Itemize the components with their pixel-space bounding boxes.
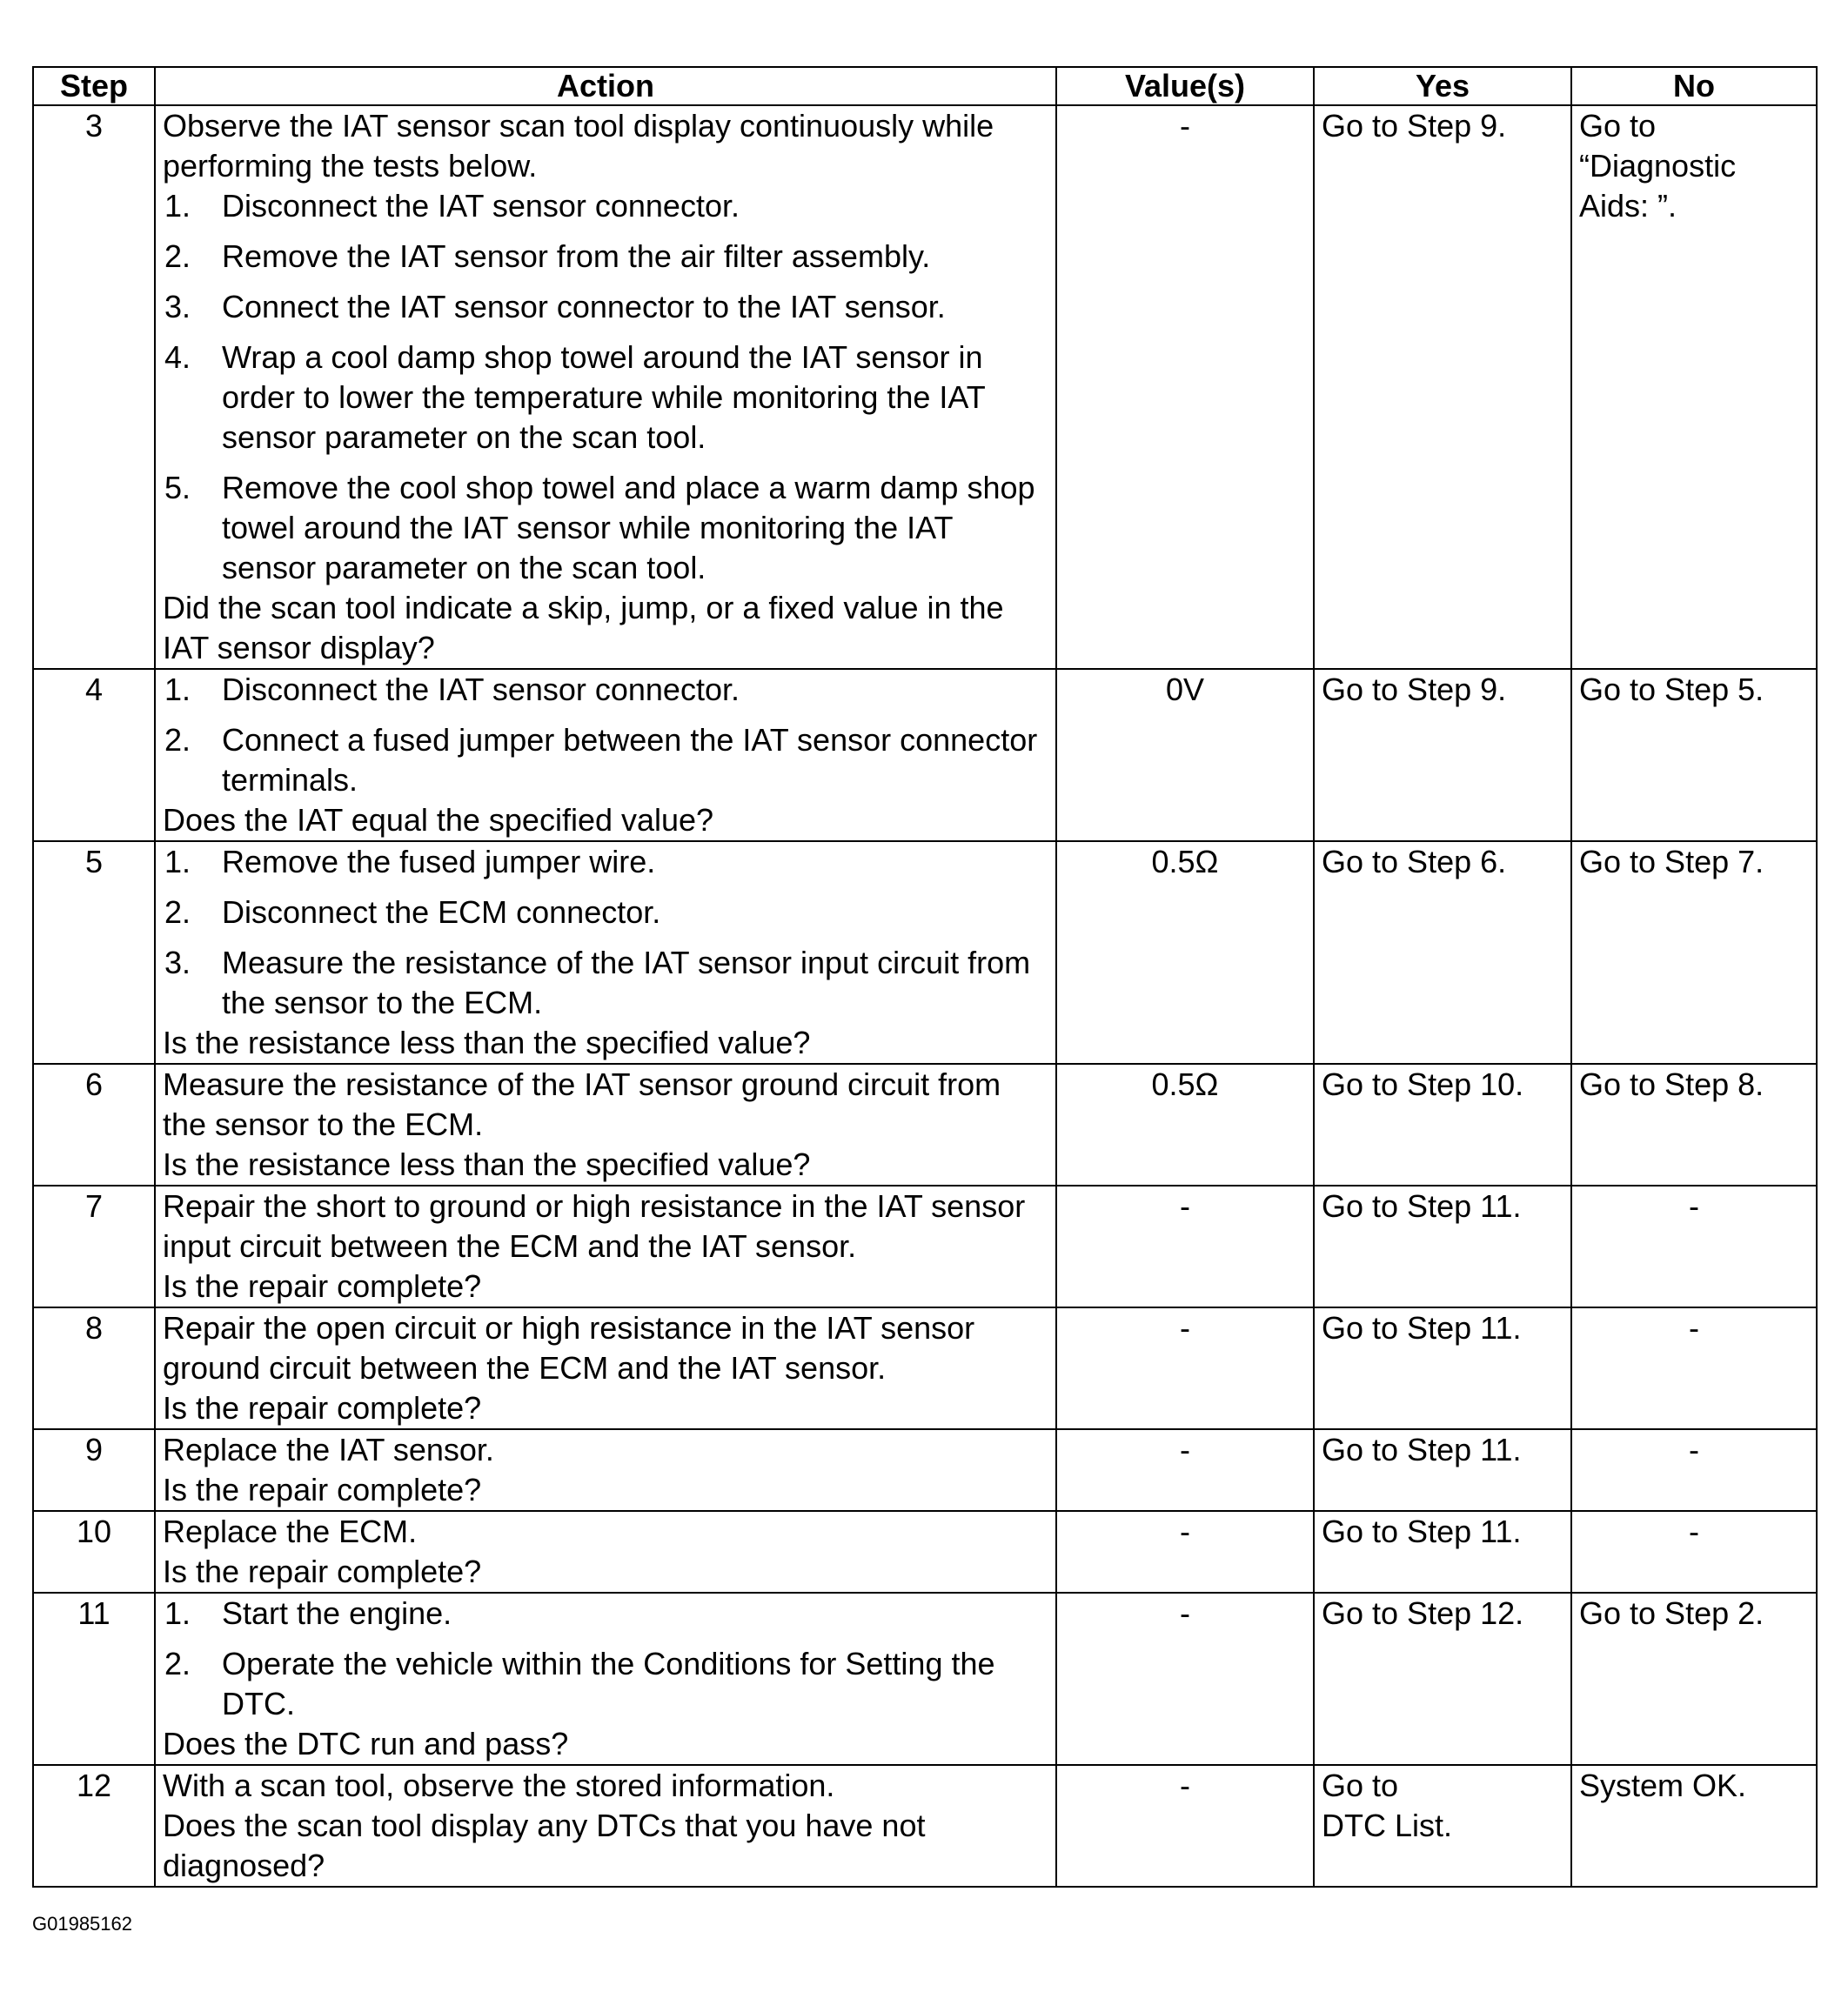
yes-cell bbox=[1314, 669, 1571, 841]
action-step-item bbox=[163, 338, 1048, 458]
step-cell: 3 bbox=[33, 105, 155, 669]
action-step-number: 3. bbox=[164, 289, 191, 324]
table-row bbox=[33, 841, 1817, 1064]
yes-cell bbox=[1314, 1307, 1571, 1429]
action-step-text: Connect a fused jumper between the IAT sensor connector terminals. bbox=[222, 722, 1038, 798]
no-cell: - bbox=[1571, 1307, 1817, 1429]
no-cell: - bbox=[1571, 1186, 1817, 1307]
action-step-text: Remove the fused jumper wire. bbox=[222, 844, 656, 879]
action-step-item bbox=[163, 1594, 1048, 1634]
header-no: No bbox=[1571, 67, 1817, 105]
step-cell: 12 bbox=[33, 1765, 155, 1887]
action-step-list bbox=[163, 1594, 1048, 1724]
table-row bbox=[33, 1593, 1817, 1765]
action-text: Observe the IAT sensor scan tool display continuously while performing the tests below. bbox=[163, 108, 994, 184]
step-cell: 9 bbox=[33, 1429, 155, 1511]
action-step-number: 2. bbox=[164, 238, 191, 274]
action-cell bbox=[155, 1307, 1056, 1429]
action-step-number: 3. bbox=[164, 945, 191, 980]
step-cell: 5 bbox=[33, 841, 155, 1064]
yes-cell bbox=[1314, 1593, 1571, 1765]
yes-text: Go to Step 6. bbox=[1322, 844, 1507, 879]
yes-cell bbox=[1314, 1064, 1571, 1186]
value-cell: - bbox=[1056, 1765, 1314, 1887]
figure-id: G01985162 bbox=[32, 1913, 132, 1935]
yes-text: Go to Step 10. bbox=[1322, 1066, 1524, 1102]
action-cell bbox=[155, 105, 1056, 669]
action-step-number: 1. bbox=[164, 188, 191, 224]
table-header-row bbox=[33, 67, 1817, 105]
value-cell: - bbox=[1056, 1307, 1314, 1429]
table-row bbox=[33, 1765, 1817, 1887]
table-row bbox=[33, 105, 1817, 669]
action-text: Repair the short to ground or high resistance in the IAT sensor input circuit between the ECM and the IAT sensor. bbox=[163, 1188, 1026, 1264]
value-cell: - bbox=[1056, 1593, 1314, 1765]
yes-cell bbox=[1314, 105, 1571, 669]
value-cell: 0.5Ω bbox=[1056, 1064, 1314, 1186]
action-text: With a scan tool, observe the stored information. bbox=[163, 1768, 835, 1803]
action-step-item bbox=[163, 943, 1048, 1023]
action-step-number: 2. bbox=[164, 722, 191, 758]
action-step-text: Start the engine. bbox=[222, 1595, 452, 1631]
action-cell bbox=[155, 1511, 1056, 1593]
action-step-item bbox=[163, 720, 1048, 800]
action-cell bbox=[155, 669, 1056, 841]
table-row bbox=[33, 1429, 1817, 1511]
yes-text: Go to Step 11. bbox=[1322, 1514, 1522, 1549]
action-step-number: 2. bbox=[164, 1646, 191, 1681]
action-step-text: Connect the IAT sensor connector to the IAT sensor. bbox=[222, 289, 946, 324]
yes-text: Go to Step 12. bbox=[1322, 1595, 1524, 1631]
yes-cell bbox=[1314, 1765, 1571, 1887]
no-cell: Go to Step 7. bbox=[1571, 841, 1817, 1064]
step-cell: 6 bbox=[33, 1064, 155, 1186]
table-row bbox=[33, 669, 1817, 841]
value-cell: - bbox=[1056, 1186, 1314, 1307]
table-body bbox=[33, 105, 1817, 1887]
step-cell: 7 bbox=[33, 1186, 155, 1307]
action-text: Is the repair complete? bbox=[163, 1554, 482, 1589]
action-step-text: Wrap a cool damp shop towel around the IAT sensor in order to lower the temperature while monitoring the IAT sensor parameter on the scan tool. bbox=[222, 339, 986, 455]
value-cell: - bbox=[1056, 105, 1314, 669]
action-text: Repair the open circuit or high resistance in the IAT sensor ground circuit between the ECM and the IAT sensor. bbox=[163, 1310, 975, 1386]
header-yes: Yes bbox=[1314, 67, 1571, 105]
action-step-item bbox=[163, 892, 1048, 932]
action-step-number: 1. bbox=[164, 1595, 191, 1631]
action-step-text: Disconnect the IAT sensor connector. bbox=[222, 188, 740, 224]
yes-cell bbox=[1314, 841, 1571, 1064]
action-step-item bbox=[163, 1644, 1048, 1724]
action-step-item bbox=[163, 468, 1048, 588]
yes-text: Go to Step 11. bbox=[1322, 1188, 1522, 1224]
action-question: Does the DTC run and pass? bbox=[163, 1726, 569, 1761]
action-step-text: Operate the vehicle within the Conditions for Setting the DTC. bbox=[222, 1646, 995, 1721]
action-cell bbox=[155, 1429, 1056, 1511]
header-action: Action bbox=[155, 67, 1056, 105]
action-step-number: 2. bbox=[164, 894, 191, 930]
action-text: Measure the resistance of the IAT sensor ground circuit from the sensor to the ECM. bbox=[163, 1066, 1001, 1142]
action-step-item bbox=[163, 670, 1048, 710]
action-step-item bbox=[163, 287, 1048, 327]
action-text: Is the repair complete? bbox=[163, 1390, 482, 1426]
table-row bbox=[33, 1307, 1817, 1429]
action-step-list bbox=[163, 186, 1048, 588]
action-step-number: 1. bbox=[164, 844, 191, 879]
header-values: Value(s) bbox=[1056, 67, 1314, 105]
yes-text: Go to Step 9. bbox=[1322, 672, 1507, 707]
action-text: Is the resistance less than the specified value? bbox=[163, 1146, 811, 1182]
yes-text: Go to DTC List. bbox=[1322, 1768, 1453, 1843]
action-cell bbox=[155, 841, 1056, 1064]
action-step-list bbox=[163, 670, 1048, 800]
header-step: Step bbox=[33, 67, 155, 105]
action-step-number: 1. bbox=[164, 672, 191, 707]
value-cell: - bbox=[1056, 1429, 1314, 1511]
no-cell: - bbox=[1571, 1511, 1817, 1593]
table-row bbox=[33, 1511, 1817, 1593]
yes-text: Go to Step 9. bbox=[1322, 108, 1507, 144]
action-step-text: Remove the cool shop towel and place a warm damp shop towel around the IAT sensor while monitoring the IAT sensor parameter on the scan tool. bbox=[222, 470, 1035, 585]
action-text: Is the repair complete? bbox=[163, 1472, 482, 1507]
action-step-item bbox=[163, 237, 1048, 277]
action-step-number: 4. bbox=[164, 339, 191, 375]
action-question: Is the resistance less than the specified value? bbox=[163, 1025, 811, 1060]
action-question: Does the IAT equal the specified value? bbox=[163, 802, 714, 838]
diagnostic-table bbox=[32, 66, 1818, 1888]
value-cell: 0.5Ω bbox=[1056, 841, 1314, 1064]
table-row bbox=[33, 1064, 1817, 1186]
action-text: Replace the IAT sensor. bbox=[163, 1432, 494, 1467]
step-cell: 4 bbox=[33, 669, 155, 841]
action-cell bbox=[155, 1593, 1056, 1765]
action-cell bbox=[155, 1064, 1056, 1186]
action-step-item bbox=[163, 842, 1048, 882]
table-row bbox=[33, 1186, 1817, 1307]
step-cell: 11 bbox=[33, 1593, 155, 1765]
no-cell: Go to Step 2. bbox=[1571, 1593, 1817, 1765]
yes-cell bbox=[1314, 1511, 1571, 1593]
no-cell: Go to Step 5. bbox=[1571, 669, 1817, 841]
action-step-text: Disconnect the ECM connector. bbox=[222, 894, 661, 930]
no-cell: Go to Step 8. bbox=[1571, 1064, 1817, 1186]
no-cell: - bbox=[1571, 1429, 1817, 1511]
yes-cell bbox=[1314, 1186, 1571, 1307]
step-cell: 8 bbox=[33, 1307, 155, 1429]
action-step-text: Measure the resistance of the IAT sensor input circuit from the sensor to the ECM. bbox=[222, 945, 1031, 1020]
action-step-list bbox=[163, 842, 1048, 1023]
action-step-item bbox=[163, 186, 1048, 226]
action-cell bbox=[155, 1186, 1056, 1307]
action-text: Is the repair complete? bbox=[163, 1268, 482, 1304]
yes-cell bbox=[1314, 1429, 1571, 1511]
action-text: Does the scan tool display any DTCs that you have not diagnosed? bbox=[163, 1808, 926, 1883]
action-cell bbox=[155, 1765, 1056, 1887]
no-cell: Go to “Diagnostic Aids: ”. bbox=[1571, 105, 1817, 669]
action-step-text: Disconnect the IAT sensor connector. bbox=[222, 672, 740, 707]
yes-text: Go to Step 11. bbox=[1322, 1310, 1522, 1346]
action-question: Did the scan tool indicate a skip, jump, or a fixed value in the IAT sensor display? bbox=[163, 590, 1004, 665]
yes-text: Go to Step 11. bbox=[1322, 1432, 1522, 1467]
action-step-text: Remove the IAT sensor from the air filter assembly. bbox=[222, 238, 931, 274]
no-cell: System OK. bbox=[1571, 1765, 1817, 1887]
step-cell: 10 bbox=[33, 1511, 155, 1593]
action-step-number: 5. bbox=[164, 470, 191, 505]
value-cell: 0V bbox=[1056, 669, 1314, 841]
value-cell: - bbox=[1056, 1511, 1314, 1593]
action-text: Replace the ECM. bbox=[163, 1514, 418, 1549]
